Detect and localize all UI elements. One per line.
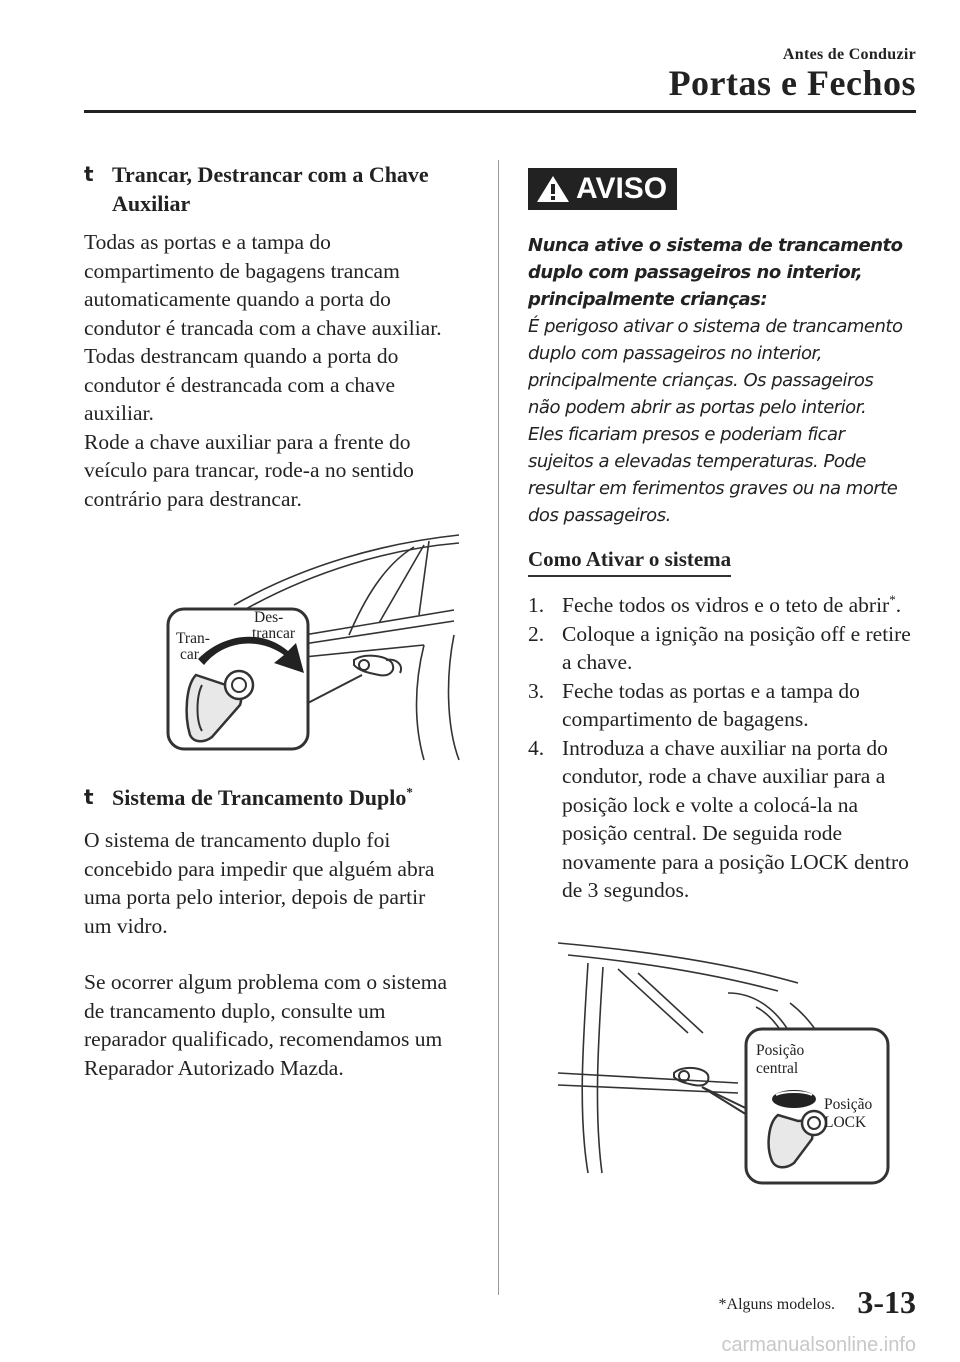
right-column bbox=[528, 168, 918, 1193]
step-number: 1. bbox=[528, 593, 545, 617]
door-handle-icon bbox=[674, 1067, 708, 1085]
header-rule bbox=[84, 110, 916, 113]
list-item bbox=[528, 620, 918, 677]
label-lock-line2: LOCK bbox=[824, 1113, 867, 1131]
section-title bbox=[112, 783, 413, 812]
label-unlock-line1: Des- bbox=[254, 609, 284, 626]
list-item bbox=[528, 734, 918, 905]
label-lock-line1: Tran- bbox=[176, 630, 210, 647]
lock-position-illustration bbox=[528, 933, 898, 1193]
warning-triangle-icon bbox=[536, 174, 570, 204]
section-bullet: t bbox=[84, 785, 94, 809]
footnote-mark: * bbox=[406, 784, 413, 800]
section-body: Se ocorrer algum problema com o sistema de trancamento duplo, consulte um reparador qualificado, recomendamos um Reparador Autorizado Mazda. bbox=[84, 970, 448, 1080]
footnote-text: *Alguns modelos. bbox=[718, 1296, 835, 1313]
watermark: carmanualsonline.info bbox=[721, 1334, 916, 1356]
label-unlock-line2: trancar bbox=[252, 625, 296, 642]
step-number: 4. bbox=[528, 735, 545, 760]
como-ativar-heading: Como Ativar o sistema bbox=[528, 547, 731, 577]
page-number: 3-13 bbox=[857, 1284, 916, 1320]
section-title: Trancar, Destrancar com a Chave Auxiliar bbox=[112, 162, 429, 216]
list-item bbox=[528, 677, 918, 734]
section-body: O sistema de trancamento duplo foi concebido para impedir que alguém abra uma porta pelo interior, depois de partir um vidro. bbox=[84, 828, 435, 938]
como-ativar-heading-wrap bbox=[528, 547, 918, 577]
section-heading-key bbox=[84, 160, 469, 218]
step-text bbox=[562, 591, 901, 620]
footnote-mark: * bbox=[889, 591, 896, 607]
section-title-text: Sistema de Trancamento Duplo bbox=[112, 785, 407, 810]
header-section-label: Antes de Conduzir bbox=[782, 46, 916, 63]
door-handle-icon bbox=[354, 656, 401, 676]
label-central-line1: Posição bbox=[756, 1041, 805, 1059]
section-heading-double-lock bbox=[84, 783, 469, 812]
label-lock-line1: Posição bbox=[824, 1095, 873, 1113]
column-divider bbox=[498, 160, 499, 1295]
step-text: Coloque a ignição na posição off e retire a chave. bbox=[562, 621, 911, 674]
warning-badge bbox=[528, 168, 677, 210]
step-text: Introduza a chave auxiliar na porta do condutor, rode a chave auxiliar para a posição lock e volte a colocá-la na posição central. De seguida rode novamente para a posição LOCK dentro de 3 segundos. bbox=[562, 735, 909, 902]
label-central-line2: central bbox=[756, 1059, 799, 1077]
callout-pointer bbox=[304, 675, 362, 705]
warning-heading: Nunca ative o sistema de trancamento duplo com passageiros no interior, principalmente crianças: bbox=[528, 235, 903, 310]
warning-text: É perigoso ativar o sistema de trancamento duplo com passageiros no interior, principalmente crianças. Os passageiros não podem abrir as portas pelo interior. Eles ficariam presos e poderiam ficar sujeitos a elevadas temperaturas. Pode resultar em ferimentos graves ou na morte dos passageiros. bbox=[528, 316, 903, 526]
left-column bbox=[84, 160, 469, 1082]
warning-badge-label: AVISO bbox=[576, 172, 668, 205]
section-bullet: t bbox=[84, 162, 94, 186]
section-body: Todas as portas e a tampa do compartimento de bagagens trancam automaticamente quando a porta do condutor é trancada com a chave auxiliar. Todas destrancam quando a porta do condutor é destrancada com a chave auxiliar. Rode a chave auxiliar para a frente do veículo para trancar, rode-a no sentido contrário para destrancar. bbox=[84, 230, 442, 511]
door-key-illustration bbox=[124, 525, 464, 765]
key-central-position-icon bbox=[772, 1090, 816, 1108]
list-item bbox=[528, 591, 918, 620]
step-number: 3. bbox=[528, 678, 545, 703]
page-title: Portas e Fechos bbox=[668, 63, 916, 103]
steps-list bbox=[528, 591, 918, 905]
step-text-main: Feche todos os vidros e o teto de abrir bbox=[562, 593, 890, 617]
step-number: 2. bbox=[528, 621, 545, 646]
step-text: Feche todas as portas e a tampa do compartimento de bagagens. bbox=[562, 678, 860, 731]
label-lock-line2: car bbox=[180, 646, 199, 663]
step-text-after: . bbox=[895, 593, 902, 617]
